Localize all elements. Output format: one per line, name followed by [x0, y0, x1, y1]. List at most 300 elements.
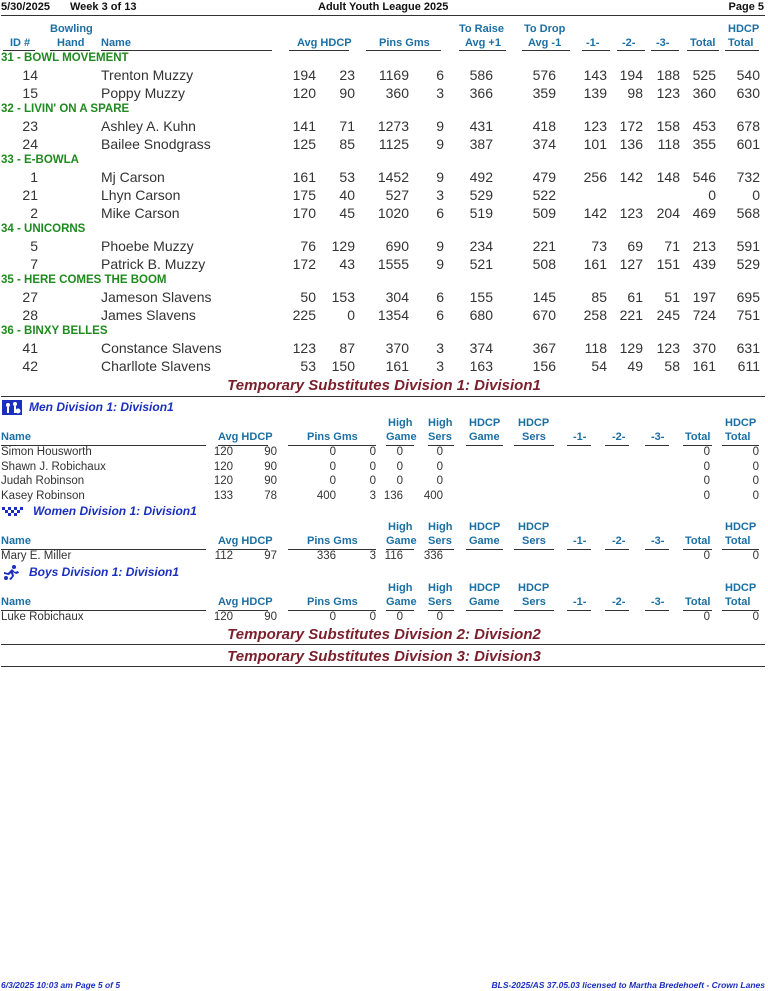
bowler-g1: 118 [584, 340, 607, 356]
bowler-raise: 374 [469, 340, 493, 356]
bowler-g3: 123 [656, 340, 680, 356]
report-week: Week 3 of 13 [70, 1, 137, 13]
bowler-avg: 53 [300, 358, 316, 374]
bowler-drop: 522 [532, 187, 556, 203]
sub-col-high-game: Game [386, 596, 417, 608]
bowler-id: 24 [22, 136, 38, 152]
section-divider [1, 396, 765, 397]
bowler-hdcp: 43 [339, 256, 355, 272]
sub-col-total: Total [685, 596, 711, 608]
sub-col-high-sers: Sers [428, 535, 452, 547]
bowler-drop: 156 [532, 358, 556, 374]
bowler-avg: 225 [292, 307, 316, 323]
bowler-g2: 129 [619, 340, 643, 356]
bowler-raise: 431 [469, 118, 493, 134]
substitute-hdcp: 97 [264, 550, 277, 562]
bowler-name: Phoebe Muzzy [101, 238, 194, 254]
bowler-id: 5 [30, 238, 38, 254]
bowler-pins: 1125 [378, 136, 409, 152]
bowler-name: Charllote Slavens [101, 358, 211, 374]
bowler-hdcp: 85 [339, 136, 355, 152]
sub-col-g3: -3- [651, 431, 665, 443]
section-divider [1, 666, 765, 667]
substitute-pins: 400 [316, 489, 336, 502]
bowler-g3: 204 [656, 205, 680, 221]
col-game-3: -3- [656, 37, 670, 49]
sub-col-pins-gms: Pins Gms [307, 596, 358, 608]
team-name: 35 - HERE COMES THE BOOM [1, 274, 167, 286]
bowler-hdcp-total: 678 [736, 118, 760, 134]
sub-col-high-game: Game [386, 535, 417, 547]
bowler-id: 27 [22, 289, 38, 305]
bowler-total: 355 [692, 136, 716, 152]
sub-col-high-1: High [388, 582, 413, 594]
section-divider [1, 644, 765, 645]
bowler-g3: 158 [656, 118, 680, 134]
col-game-2: -2- [622, 37, 636, 49]
sub-col-high-2: High [428, 582, 453, 594]
bowler-raise: 155 [469, 289, 493, 305]
bowler-hdcp-total: 540 [736, 67, 760, 83]
bowler-hdcp-total: 529 [736, 256, 760, 272]
bowler-g1: 161 [583, 256, 607, 272]
bowler-total: 724 [692, 307, 716, 323]
sub-col-hdcp-total-2: Total [725, 535, 751, 547]
bowler-g3: 71 [664, 238, 680, 254]
bowler-gms: 3 [436, 340, 444, 356]
checkered-icon [2, 504, 20, 518]
bowler-name: Constance Slavens [101, 340, 222, 356]
col-to-raise: To Raise [459, 23, 505, 35]
bowler-drop: 576 [532, 67, 556, 83]
bowler-hdcp-total: 0 [752, 187, 760, 203]
bowler-g3: 123 [656, 85, 680, 101]
sub-col-g3: -3- [651, 535, 665, 547]
substitute-gms: 0 [369, 475, 376, 487]
bowler-g3: 148 [656, 169, 680, 185]
substitute-total: 0 [703, 446, 710, 458]
bowler-g2: 142 [619, 169, 643, 185]
bowler-drop: 479 [532, 169, 556, 185]
bowler-total: 197 [692, 289, 716, 305]
bowler-gms: 6 [436, 205, 444, 221]
substitute-hs: 0 [436, 475, 443, 487]
substitute-hdcp: 78 [264, 489, 277, 502]
substitute-hdcp-total: 0 [752, 446, 759, 458]
team-name: 33 - E-BOWLA [1, 154, 79, 166]
substitute-hdcp: 90 [264, 475, 277, 487]
bowler-hdcp-total: 695 [736, 289, 760, 305]
bowler-g2: 127 [619, 256, 643, 272]
substitute-name: Kasey Robinson [1, 489, 85, 502]
sub-col-hdcp-game: Game [469, 431, 500, 443]
bowler-id: 23 [22, 118, 38, 134]
bowler-avg: 170 [292, 205, 316, 221]
substitute-hs: 0 [436, 611, 443, 623]
bowler-avg: 50 [300, 289, 316, 305]
substitute-hg: 0 [396, 460, 403, 473]
col-hand: Hand [57, 37, 85, 49]
sub-col-high-sers: Sers [428, 431, 452, 443]
bowler-pins: 1169 [378, 67, 409, 83]
bowler-raise: 586 [469, 67, 493, 83]
bowler-g2: 172 [619, 118, 643, 134]
substitute-hdcp-total: 0 [752, 489, 759, 502]
bowler-pins: 370 [385, 340, 409, 356]
substitute-pins: 0 [329, 611, 336, 623]
substitute-total: 0 [703, 550, 710, 562]
bowler-g1: 54 [591, 358, 607, 374]
bowler-hdcp-total: 732 [736, 169, 760, 185]
sub-col-hdcp-1: HDCP [518, 521, 550, 533]
group-title: Women Division 1: Division1 [33, 504, 197, 518]
bowler-g3: 151 [656, 256, 680, 272]
substitute-hg: 136 [383, 489, 403, 502]
sub-col-high-2: High [428, 417, 453, 429]
sub-col-name: Name [1, 431, 31, 443]
substitute-pins: 0 [329, 446, 336, 458]
sub-col-hdcp-1: HDCP [469, 582, 501, 594]
bowler-drop: 374 [532, 136, 556, 152]
bowler-id: 1 [30, 169, 38, 185]
substitute-gms: 3 [369, 550, 376, 562]
bowler-pins: 1273 [377, 118, 409, 134]
bowler-gms: 9 [436, 169, 444, 185]
substitute-hs: 0 [436, 446, 443, 458]
bowler-id: 14 [22, 67, 38, 83]
sub-col-g1: -1- [573, 596, 587, 608]
substitute-hs: 400 [423, 489, 443, 502]
substitute-avg: 120 [213, 446, 233, 458]
bowler-hdcp: 23 [339, 67, 355, 83]
bowler-id: 28 [22, 307, 38, 323]
bowler-raise: 387 [469, 136, 493, 152]
bowler-total: 453 [692, 118, 716, 134]
sub-col-g2: -2- [612, 535, 626, 547]
bowler-drop: 509 [532, 205, 556, 221]
substitute-gms: 3 [369, 489, 376, 502]
sub-col-g2: -2- [612, 431, 626, 443]
sub-col-hdcp-sers: Sers [522, 535, 546, 547]
bowler-total: 360 [692, 85, 716, 101]
section-title: Temporary Substitutes Division 3: Division3 [227, 648, 541, 665]
league-name: Adult Youth League 2025 [318, 1, 449, 13]
sub-col-hdcp-sers: Sers [522, 431, 546, 443]
substitute-hdcp-total: 0 [752, 550, 759, 562]
substitute-avg: 120 [213, 460, 233, 473]
substitute-hg: 0 [396, 475, 403, 487]
sub-col-high-game: Game [386, 431, 417, 443]
bowler-total: 370 [692, 340, 716, 356]
bowler-g3: 58 [664, 358, 680, 374]
bowler-total: 161 [692, 358, 716, 374]
bowler-g2: 194 [619, 67, 643, 83]
bowler-gms: 3 [436, 187, 444, 203]
bowler-id: 2 [30, 205, 38, 221]
bowler-gms: 6 [436, 307, 444, 323]
bowler-id: 15 [22, 85, 38, 101]
bowler-raise: 163 [469, 358, 493, 374]
col-avg-minus-1: Avg -1 [528, 37, 562, 49]
bowler-name: Mike Carson [101, 205, 180, 221]
bowler-g2: 221 [619, 307, 643, 323]
section-title: Temporary Substitutes Division 1: Division1 [227, 377, 541, 394]
bowler-g2: 123 [619, 205, 643, 221]
bowler-pins: 161 [385, 358, 409, 374]
bowler-drop: 670 [532, 307, 556, 323]
sub-col-hdcp-sers: Sers [522, 596, 546, 608]
bowler-raise: 529 [469, 187, 493, 203]
sub-col-high-2: High [428, 521, 453, 533]
col-name: Name [101, 37, 131, 49]
bowler-hdcp: 150 [331, 358, 355, 374]
substitute-total: 0 [703, 611, 710, 623]
sub-col-name: Name [1, 596, 31, 608]
team-name: 34 - UNICORNS [1, 223, 86, 235]
bowler-total: 525 [692, 67, 716, 83]
sub-col-high-1: High [388, 417, 413, 429]
bowler-avg: 172 [292, 256, 316, 272]
bowler-gms: 9 [436, 256, 444, 272]
bowler-pins: 1020 [377, 205, 409, 221]
sub-col-g1: -1- [573, 535, 587, 547]
bowler-raise: 680 [469, 307, 493, 323]
bowler-hdcp-total: 630 [736, 85, 760, 101]
sub-col-g3: -3- [651, 596, 665, 608]
bowler-pins: 1354 [377, 307, 409, 323]
bowler-pins: 690 [385, 238, 409, 254]
sub-col-hdcp-game: Game [469, 596, 500, 608]
team-name: 36 - BINXY BELLES [1, 325, 108, 337]
bowler-gms: 6 [436, 289, 444, 305]
footer-license: BLS-2025/AS 37.05.03 licensed to Martha Bredehoeft - Crown Lanes [491, 980, 765, 990]
substitute-avg: 112 [214, 550, 233, 562]
bowler-hdcp: 153 [331, 289, 355, 305]
bowler-name: Bailee Snodgrass [101, 136, 211, 152]
sub-col-hdcp-total-1: HDCP [725, 521, 757, 533]
substitute-total: 0 [703, 489, 710, 502]
substitute-hdcp: 90 [264, 460, 277, 473]
substitute-name: Judah Robinson [1, 475, 85, 487]
bowler-id: 7 [30, 256, 38, 272]
substitute-avg: 120 [213, 611, 233, 623]
bowler-avg: 175 [292, 187, 316, 203]
team-name: 31 - BOWL MOVEMENT [1, 52, 129, 64]
col-hdcp: HDCP [728, 23, 760, 35]
sub-col-hdcp-total-2: Total [725, 431, 751, 443]
substitute-hdcp: 90 [264, 446, 277, 458]
substitute-name: Luke Robichaux [1, 611, 84, 623]
bowler-g1: 123 [583, 118, 607, 134]
bowler-avg: 194 [292, 67, 316, 83]
substitute-pins: 0 [329, 475, 336, 487]
bowler-g2: 69 [627, 238, 643, 254]
sub-col-high-sers: Sers [428, 596, 452, 608]
substitute-name: Shawn J. Robichaux [1, 460, 106, 473]
pins-icon [2, 400, 20, 414]
bowler-avg: 123 [292, 340, 316, 356]
sub-col-name: Name [1, 535, 31, 547]
bowler-hdcp-total: 601 [736, 136, 760, 152]
bowler-pins: 527 [385, 187, 409, 203]
bowler-drop: 359 [532, 85, 556, 101]
sub-col-avg-hdcp: Avg HDCP [218, 596, 273, 608]
page-number: Page 5 [728, 1, 764, 13]
bowler-g1: 142 [583, 205, 607, 221]
substitute-gms: 0 [369, 446, 376, 458]
bowler-hdcp-total: 591 [736, 238, 760, 254]
bowler-name: Trenton Muzzy [101, 67, 194, 83]
bowler-raise: 492 [469, 169, 493, 185]
bowler-pins: 360 [385, 85, 409, 101]
col-id: ID # [10, 37, 31, 49]
sub-col-g2: -2- [612, 596, 626, 608]
bowler-name: Poppy Muzzy [101, 85, 186, 101]
bowler-avg: 141 [292, 118, 316, 134]
sub-col-total: Total [685, 535, 711, 547]
bowler-name: Ashley A. Kuhn [101, 118, 196, 134]
report-date: 5/30/2025 [1, 1, 50, 13]
substitute-hg: 0 [396, 611, 403, 623]
substitute-hdcp-total: 0 [752, 475, 759, 487]
bowler-hdcp-total: 631 [736, 340, 760, 356]
section-title: Temporary Substitutes Division 2: Division2 [227, 626, 541, 643]
bowler-name: Lhyn Carson [101, 187, 181, 203]
bowler-gms: 3 [436, 85, 444, 101]
bowler-pins: 304 [385, 289, 409, 305]
substitute-hdcp-total: 0 [752, 460, 759, 473]
substitute-name: Mary E. Miller [1, 550, 72, 562]
bowler-g1: 256 [583, 169, 607, 185]
bowler-hdcp: 129 [331, 238, 355, 254]
bowler-total: 439 [692, 256, 716, 272]
bowler-hdcp: 0 [347, 307, 355, 323]
group-title: Boys Division 1: Division1 [29, 565, 180, 579]
footer-print-info: 6/3/2025 10:03 am Page 5 of 5 [1, 980, 121, 990]
bowler-name: Jameson Slavens [101, 289, 212, 305]
bowler-icon [2, 565, 20, 579]
col-avg-hdcp: Avg HDCP [297, 37, 352, 49]
bowler-raise: 366 [469, 85, 493, 101]
bowler-raise: 234 [469, 238, 493, 254]
bowler-name: Patrick B. Muzzy [101, 256, 206, 272]
sub-col-g1: -1- [573, 431, 587, 443]
bowler-avg: 120 [292, 85, 316, 101]
substitute-hg: 0 [396, 446, 403, 458]
bowler-g2: 98 [627, 85, 643, 101]
header-divider [1, 15, 765, 16]
bowler-g1: 143 [583, 67, 607, 83]
bowler-avg: 125 [292, 136, 316, 152]
bowler-drop: 508 [532, 256, 556, 272]
team-name: 32 - LIVIN' ON A SPARE [1, 103, 130, 115]
bowler-total: 213 [692, 238, 716, 254]
bowler-total: 546 [692, 169, 716, 185]
bowler-hdcp: 90 [339, 85, 355, 101]
bowler-g2: 61 [627, 289, 643, 305]
substitute-hg: 116 [384, 550, 403, 562]
sub-col-hdcp-1: HDCP [518, 582, 550, 594]
bowler-g3: 118 [657, 136, 680, 152]
sub-col-hdcp-total-1: HDCP [725, 582, 757, 594]
bowler-g2: 136 [619, 136, 643, 152]
bowler-name: Mj Carson [101, 169, 165, 185]
sub-col-avg-hdcp: Avg HDCP [218, 431, 273, 443]
col-game-1: -1- [586, 37, 600, 49]
bowler-g1: 139 [583, 85, 607, 101]
substitute-avg: 133 [213, 489, 233, 502]
bowler-g3: 188 [656, 67, 680, 83]
substitute-hs: 336 [423, 550, 443, 562]
bowler-g3: 245 [656, 307, 680, 323]
bowler-avg: 161 [292, 169, 316, 185]
substitute-pins: 0 [329, 460, 336, 473]
bowler-name: James Slavens [101, 307, 196, 323]
bowler-raise: 521 [469, 256, 493, 272]
substitute-hs: 0 [436, 460, 443, 473]
bowler-total: 0 [708, 187, 716, 203]
substitute-name: Simon Housworth [1, 446, 92, 458]
bowler-hdcp: 71 [339, 118, 355, 134]
bowler-gms: 9 [436, 118, 444, 134]
bowler-avg: 76 [300, 238, 316, 254]
sub-col-pins-gms: Pins Gms [307, 535, 358, 547]
bowler-pins: 1555 [377, 256, 409, 272]
bowler-hdcp-total: 611 [737, 358, 760, 374]
sub-col-hdcp-total-1: HDCP [725, 417, 757, 429]
col-to-drop: To Drop [524, 23, 566, 35]
substitute-avg: 120 [213, 475, 233, 487]
bowler-hdcp: 40 [339, 187, 355, 203]
substitute-hdcp: 90 [264, 611, 277, 623]
bowler-drop: 145 [532, 289, 556, 305]
sub-col-avg-hdcp: Avg HDCP [218, 535, 273, 547]
bowler-drop: 221 [532, 238, 556, 254]
sub-col-hdcp-1: HDCP [469, 521, 501, 533]
bowler-g1: 85 [591, 289, 607, 305]
group-title: Men Division 1: Division1 [29, 400, 174, 414]
bowler-g1: 73 [591, 238, 607, 254]
substitute-gms: 0 [369, 611, 376, 623]
bowler-hdcp-total: 751 [736, 307, 760, 323]
col-bowling: Bowling [50, 23, 93, 35]
bowler-hdcp-total: 568 [736, 205, 760, 221]
bowler-g1: 258 [583, 307, 607, 323]
bowler-id: 21 [22, 187, 38, 203]
sub-col-high-1: High [388, 521, 413, 533]
bowler-hdcp: 45 [339, 205, 355, 221]
sub-col-hdcp-1: HDCP [469, 417, 501, 429]
col-avg-plus-1: Avg +1 [465, 37, 501, 49]
col-total: Total [690, 37, 716, 49]
col-pins-gms: Pins Gms [379, 37, 430, 49]
bowler-id: 42 [22, 358, 38, 374]
bowler-drop: 367 [532, 340, 556, 356]
substitute-total: 0 [703, 475, 710, 487]
bowler-pins: 1452 [377, 169, 409, 185]
bowler-gms: 9 [436, 136, 444, 152]
sub-col-hdcp-game: Game [469, 535, 500, 547]
bowler-g3: 51 [664, 289, 680, 305]
sub-col-pins-gms: Pins Gms [307, 431, 358, 443]
substitute-gms: 0 [369, 460, 376, 473]
substitute-hdcp-total: 0 [752, 611, 759, 623]
sub-col-hdcp-total-2: Total [725, 596, 751, 608]
bowler-drop: 418 [532, 118, 556, 134]
bowler-gms: 3 [436, 358, 444, 374]
bowler-gms: 6 [436, 67, 444, 83]
bowler-hdcp: 87 [339, 340, 355, 356]
